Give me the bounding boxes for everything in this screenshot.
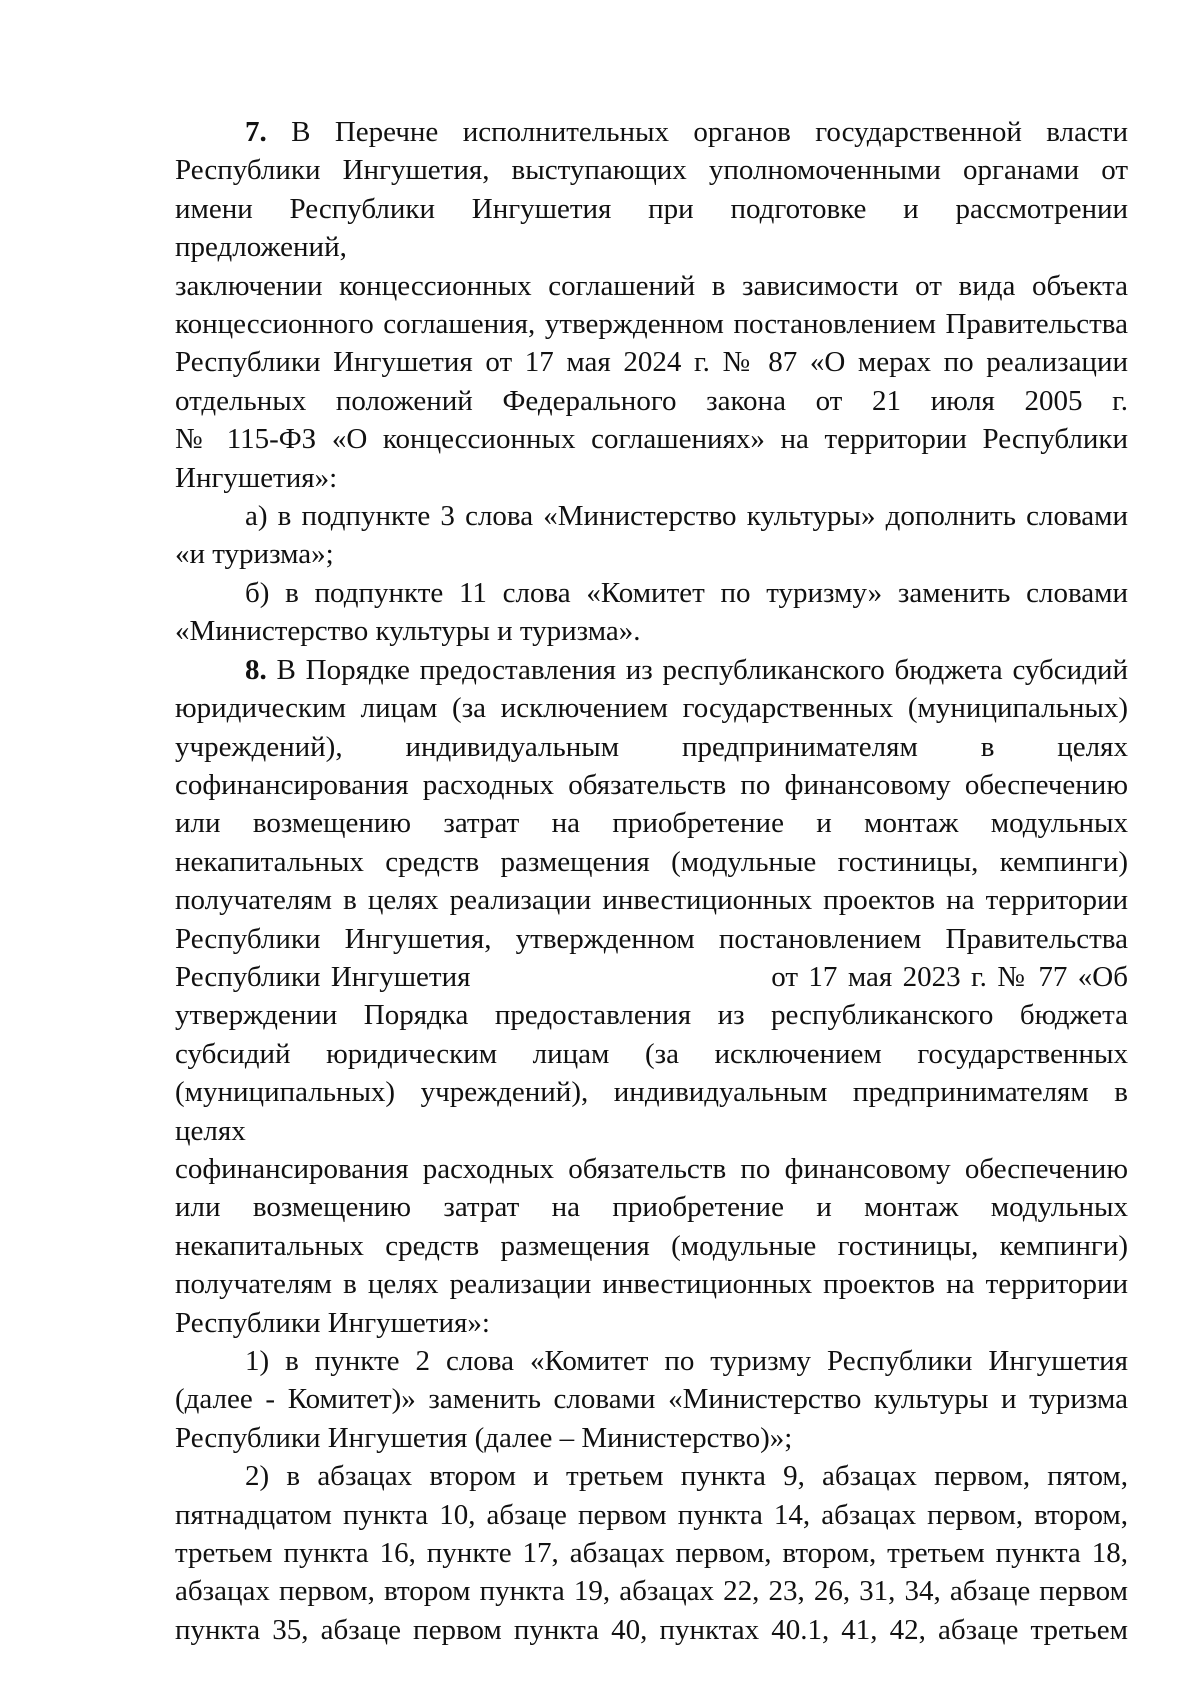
paragraph-7 (175, 113, 1128, 497)
paragraph-line: отдельных положений Федерального закона от 21 июля 2005 г. (175, 384, 1128, 417)
paragraph-number: 7. (245, 116, 267, 148)
paragraph-line: «и туризма»; (175, 538, 334, 571)
paragraph-line: 1) в пункте 2 слова «Комитет по туризму Республики Ингушетия (245, 1345, 1128, 1377)
paragraph-line: «Министерство культуры и туризма». (175, 615, 641, 648)
paragraph-line: субсидий юридическим лицам (за исключением государственных (175, 1037, 1128, 1070)
paragraph-line: концессионного соглашения, утвержденном постановлением Правительства (175, 308, 1128, 341)
paragraph-line: имени Республики Ингушетия при подготовке и рассмотрении предложений, (175, 192, 1128, 264)
paragraph-line: получателям в целях реализации инвестиционных проектов на территории (175, 884, 1128, 917)
paragraph-line: (далее - Комитет)» заменить словами «Министерство культуры и туризма (175, 1383, 1128, 1416)
paragraph-line: пункта 35, абзаце первом пункта 40, пунктах 40.1, 41, 42, абзаце третьем (175, 1613, 1128, 1646)
paragraph-line: утверждении Порядка предоставления из республиканского бюджета (175, 999, 1128, 1032)
paragraph-line: 7. В Перечне исполнительных органов государственной власти (245, 116, 1129, 148)
paragraph-line: б) в подпункте 11 слова «Комитет по туризму» заменить словами (245, 576, 1128, 609)
paragraph-line-split: Республики Ингушетия от 17 мая 2023 г. № 77 «Об (175, 960, 1128, 993)
paragraph-line: Республики Ингушетия, утвержденном постановлением Правительства (175, 922, 1128, 955)
paragraph-line: софинансирования расходных обязательств по финансовому обеспечению (175, 768, 1128, 801)
paragraph-line: некапитальных средств размещения (модульные гостиницы, кемпинги) (175, 1229, 1128, 1262)
paragraph-line: (муниципальных) учреждений), индивидуальным предпринимателям в целях (175, 1076, 1128, 1147)
paragraph-line: Республики Ингушетия»: (175, 1306, 490, 1339)
subparagraph-7a (175, 497, 1128, 574)
paragraph-line: абзацах первом, втором пункта 19, абзацах 22, 23, 26, 31, 34, абзаце первом (175, 1575, 1128, 1608)
paragraph-line: Республики Ингушетия от 17 мая 2024 г. № 87 «О мерах по реализации (175, 346, 1128, 379)
paragraph-line: юридическим лицам (за исключением государственных (муниципальных) (175, 692, 1128, 725)
paragraph-line: а) в подпункте 3 слова «Министерство культуры» дополнить словами (245, 500, 1128, 533)
paragraph-line: третьем пункта 16, пункте 17, абзацах первом, втором, третьем пункта 18, (175, 1537, 1128, 1570)
paragraph-number: 8. (245, 653, 267, 686)
paragraph-line: учреждений), индивидуальным предпринимателям в целях (175, 730, 1128, 763)
paragraph-8 (175, 651, 1128, 1342)
paragraph-line: софинансирования расходных обязательств по финансовому обеспечению (175, 1152, 1128, 1185)
paragraph-line: Республики Ингушетия (далее – Министерство)»; (175, 1421, 793, 1454)
paragraph-line: Республики Ингушетия, выступающих уполномоченными органами от (175, 154, 1128, 187)
subparagraph-8-2 (175, 1457, 1128, 1649)
paragraph-line: пятнадцатом пункта 10, абзаце первом пункта 14, абзацах первом, втором, (175, 1498, 1128, 1531)
paragraph-line: 8. В Порядке предоставления из республиканского бюджета субсидий (245, 653, 1128, 686)
paragraph-line: некапитальных средств размещения (модульные гостиницы, кемпинги) (175, 845, 1128, 878)
subparagraph-8-1 (175, 1342, 1128, 1457)
paragraph-line: получателям в целях реализации инвестиционных проектов на территории (175, 1268, 1128, 1301)
paragraph-line: Ингушетия»: (175, 461, 338, 494)
subparagraph-7b (175, 574, 1128, 651)
paragraph-line: 2) в абзацах втором и третьем пункта 9, абзацах первом, пятом, (245, 1460, 1128, 1493)
document-body (175, 113, 1128, 1649)
paragraph-line: № 115-ФЗ «О концессионных соглашениях» на территории Республики (175, 423, 1128, 456)
paragraph-line: или возмещению затрат на приобретение и монтаж модульных (175, 807, 1128, 840)
paragraph-line: заключении концессионных соглашений в зависимости от вида объекта (175, 269, 1128, 302)
paragraph-line: или возмещению затрат на приобретение и монтаж модульных (175, 1191, 1128, 1224)
